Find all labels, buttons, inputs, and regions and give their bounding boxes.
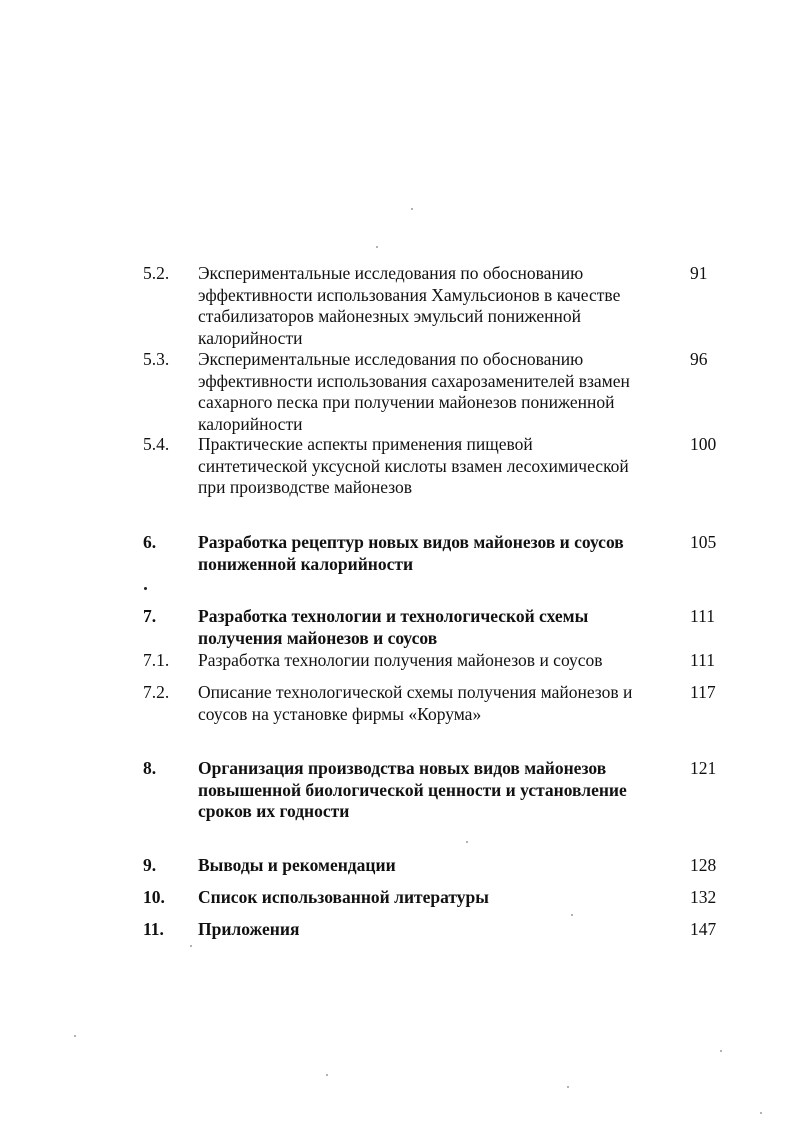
toc-entry-number: 5.2.: [143, 263, 170, 283]
toc-entry-number: 11.: [143, 919, 164, 939]
toc-entry-title-line: эффективности использования сахарозаменителей взамен: [198, 370, 630, 391]
toc-entry-title-line: Организация производства новых видов майонезов: [198, 758, 607, 778]
toc-entry-title-line: получения майонезов и соусов: [198, 627, 438, 648]
toc-entry-title-line: эффективности использования Хамульсионов в качестве: [198, 284, 621, 305]
toc-entry-number: 5.4.: [143, 434, 170, 454]
toc-entry-page: 117: [690, 682, 716, 702]
toc-entry-page: 121: [690, 758, 717, 778]
toc-entry-title-line: Экспериментальные исследования по обоснованию: [198, 349, 584, 369]
toc-entry-page: 111: [690, 606, 715, 626]
toc-entry-title: [198, 434, 673, 499]
toc-entry-title: [198, 532, 673, 575]
toc-entry-page: 128: [690, 855, 717, 875]
toc-entry-title-line: сахарного песка при получении майонезов пониженной: [198, 392, 615, 413]
toc-entry-title-line: соусов на установке фирмы «Корума»: [198, 703, 482, 724]
toc-entry-title-line: Практические аспекты применения пищевой: [198, 434, 533, 454]
toc-entry-page: 91: [690, 263, 708, 283]
toc-entry-page: 132: [690, 887, 717, 907]
toc-entry-title: [198, 650, 673, 672]
toc-entry-title: [198, 887, 673, 909]
toc-entry-title: [198, 919, 673, 941]
scan-speck: [760, 1112, 762, 1114]
toc-entry-title: [198, 855, 673, 877]
toc-entry-number: 6.: [143, 532, 157, 552]
toc-entry-page: 100: [690, 434, 717, 454]
toc-entry-page: 147: [690, 919, 717, 939]
scan-speck: [326, 1074, 328, 1076]
toc-entry-title-line: калорийности: [198, 413, 303, 434]
toc-entry-title-line: Приложения: [198, 919, 300, 939]
toc-entry-title-line: Список использованной литературы: [198, 887, 489, 907]
scan-speck: [571, 914, 573, 916]
scan-speck: [411, 208, 413, 210]
toc-entry-number: 7.: [143, 606, 157, 626]
toc-entry-title-line: Экспериментальные исследования по обоснованию: [198, 263, 584, 283]
toc-entry-title-line: калорийности: [198, 327, 303, 348]
toc-entry-number: 7.2.: [143, 682, 170, 702]
scan-speck: [190, 945, 192, 947]
stray-dot-mark: [144, 587, 147, 590]
toc-entry-page: 105: [690, 532, 717, 552]
toc-entry-number: 10.: [143, 887, 165, 907]
toc-entry-title: [198, 606, 673, 649]
toc-entry-title-line: сроков их годности: [198, 801, 350, 822]
toc-entry-title-line: Описание технологической схемы получения майонезов и: [198, 682, 633, 702]
toc-entry-page: 111: [690, 650, 715, 670]
toc-entry-title: [198, 682, 673, 725]
toc-entry-title-line: при производстве майонезов: [198, 477, 413, 498]
toc-entry-title-line: Разработка технологии получения майонезов и соусов: [198, 650, 603, 670]
toc-entry-title: [198, 263, 673, 349]
toc-entry-title-line: Разработка технологии и технологической схемы: [198, 606, 589, 626]
scan-speck: [376, 246, 378, 248]
toc-entry-title-line: Выводы и рекомендации: [198, 855, 396, 875]
toc-entry-number: 9.: [143, 855, 157, 875]
toc-entry-title-line: синтетической уксусной кислоты взамен лесохимической: [198, 455, 629, 476]
scan-speck: [466, 841, 468, 843]
toc-entry-title-line: повышенной биологической ценности и установление: [198, 779, 627, 800]
toc-entry-number: 7.1.: [143, 650, 170, 670]
toc-entry-title: [198, 349, 673, 435]
scan-speck: [567, 1086, 569, 1088]
scan-speck: [720, 1050, 722, 1052]
toc-entry-title-line: пониженной калорийности: [198, 553, 414, 574]
toc-entry-page: 96: [690, 349, 708, 369]
toc-entry-number: 5.3.: [143, 349, 170, 369]
toc-entry-title: [198, 758, 673, 823]
toc-entry-title-line: Разработка рецептур новых видов майонезов и соусов: [198, 532, 624, 552]
scan-speck: [74, 1035, 76, 1037]
toc-entry-title-line: стабилизаторов майонезных эмульсий пониженной: [198, 306, 581, 327]
toc-entry-number: 8.: [143, 758, 157, 778]
